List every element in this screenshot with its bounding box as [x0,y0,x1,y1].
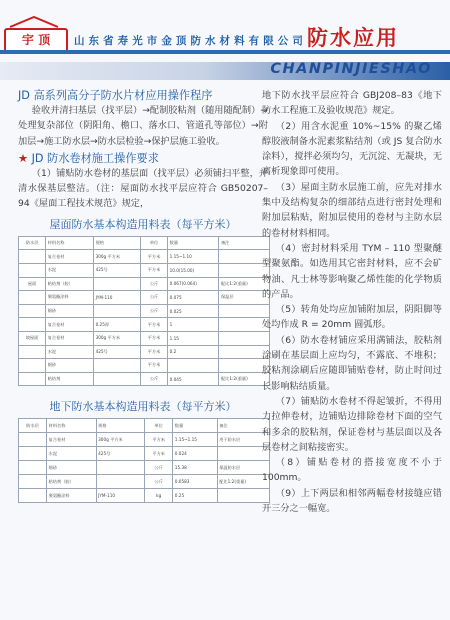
table-cell: 复合卷材 [46,331,94,345]
table-cell [19,433,47,447]
table-cell: JYM-110 [96,489,144,503]
table-cell: 单位 [140,236,167,250]
table-row [19,461,270,475]
table-cell [94,372,141,386]
table-row [19,433,270,447]
table-cell [94,304,141,318]
table-cell: 规格 [96,419,144,433]
table-cell: 0.025 [168,304,219,318]
table-row [19,318,270,332]
requirements-heading [18,151,268,166]
table-cell: 水泥 [46,345,94,359]
table-cell: 复合卷材 [46,318,94,332]
table-cell: 数量 [168,236,219,250]
table-row [19,277,270,291]
table-cell: 公斤 [140,372,167,386]
left-column [18,88,268,503]
table-cell: 0.25厚 [94,318,141,332]
table-cell: 聚氨酯涂料 [47,489,96,503]
table-cell: 规格 [94,236,141,250]
table-cell [19,359,46,373]
table-cell: 300g 平方米 [94,331,141,345]
table-cell: 水泥 [46,263,94,277]
table-cell [96,475,144,489]
table-cell [19,250,46,264]
table-cell: 平方米 [140,359,167,373]
table-cell: 粘结剂（胶） [47,475,96,489]
table-cell: 平方米 [140,263,167,277]
table-cell: 备注 [217,419,269,433]
table-cell: 公斤 [145,461,173,475]
table-cell: 单位 [145,419,173,433]
requirement-9: （9）上下两层和相邻两幅卷材接缝应错开三分之一幅宽。 [262,487,442,515]
requirement-3: （3）屋面主防水层施工前，应先对排水集中及结构复杂的细部结点进行密封处理和附加层粘贴，附加层使用的卷材与主防水层的卷材材料相同。 [262,181,442,239]
table-cell: 公斤 [140,304,167,318]
table-cell: 1.15 [168,331,219,345]
table-cell: 0.067(0.064) [168,277,219,291]
table-cell: 15.38 [173,461,217,475]
table-cell: 屋面 [19,277,46,291]
table-cell: 坡屋面 [19,331,46,345]
table-cell [94,359,141,373]
table-cell: 425号 [94,345,141,359]
table-cell [19,263,46,277]
table-cell [19,318,46,332]
table-cell: 数量 [173,419,217,433]
table-cell: 平方米 [140,331,167,345]
requirement-5: （5）转角处均应加铺附加层，阴阳脚等处均作成 R = 20mm 圆弧形。 [262,304,442,331]
table-cell: 1.15~1.10 [168,250,219,264]
table-cell: kg [145,489,173,503]
table-cell: 平方米 [140,250,167,264]
logo-roof-icon [8,16,60,28]
star-icon: ★ [18,151,29,165]
table-cell: 保温防水层 [217,461,269,475]
requirements-heading-text: JD 防水卷材施工操作要求 [28,151,159,165]
table-cell: 10.0(15.00) [168,263,219,277]
table-cell: 公斤 [140,277,167,291]
table-row [19,475,270,489]
table-cell: 公斤 [145,475,173,489]
table-cell: 复合卷材 [46,250,94,264]
table-cell [19,461,47,475]
table-cell: 水泥 [47,447,96,461]
table-cell [96,461,144,475]
table-cell: 复合卷材 [47,433,96,447]
table-row [19,331,270,345]
underground-material-table [18,418,270,503]
table-cell: 300g 平方米 [94,250,141,264]
table-cell: 425号 [96,447,144,461]
table-row [19,447,270,461]
table-cell: 用于防水层 [217,433,269,447]
requirement-4: （4）密封材料采用 TYM – 110 型聚醚型聚氨酯。如选用其它密封材料，应不会矿物油、凡士林等影响聚乙烯性能的化学物质的产品。 [262,242,442,300]
requirement-7: （7）铺贴防水卷材不得起皱折，不得用力拉伸卷材，边铺贴边排除卷材下面的空气和多余的胶粘剂，保证卷材与基层面以及各层卷材之间粘接密实。 [262,395,442,453]
table-cell [168,359,219,373]
table-row [19,250,270,264]
table-cell: 粘结剂（胶） [46,277,94,291]
procedure-heading: JD 高系列高分子防水片材应用操作程序 [18,89,213,102]
table-cell: 0.0583 [173,475,217,489]
right-column [262,88,442,516]
table-cell: 0.024 [173,447,217,461]
table-cell: 材料名称 [47,419,96,433]
table-row [19,359,270,373]
table-cell [94,277,141,291]
procedure-text: 验收并清扫基层（找平层）→配制胶粘剂（随用随配制）→处理复杂部位（阴阳角、檐口、落水口、管道孔等部位）→附加层→施工防水层→防水层检验→保护层施工验收。 [18,105,268,147]
table-cell: 平方米 [140,345,167,359]
table-cell: 平方米 [140,318,167,332]
table-header-row [19,236,270,250]
table-cell: 425号 [94,263,141,277]
table-row [19,489,270,503]
requirement-8: （8）铺贴卷材的搭接宽度不小于 100mm。 [262,457,442,484]
table-cell: 300g 平方米 [96,433,144,447]
section-title: 防水应用 [307,26,399,50]
table-cell: 0.25 [173,489,217,503]
table-cell: 平方米 [145,447,173,461]
table-cell: 配比1:2(重量) [217,475,269,489]
table-cell: 0.045 [168,372,219,386]
table-cell: 细砂 [46,359,94,373]
table-cell: 0.075 [168,291,219,305]
table-cell: 公斤 [140,291,167,305]
table-cell: 细砂 [47,461,96,475]
table-cell [19,489,47,503]
requirement-2: （2）用含水泥重 10%~15% 的聚乙烯醇胶液制备水泥素浆粘结剂（或 JS 复合防水涂料），搅拌必须均匀，无沉淀、无凝块，无离析现象即可使用。 [262,120,442,178]
table-cell: 细砂 [46,304,94,318]
table-row [19,372,270,386]
table-cell: 配比1:2(重量) [219,277,270,291]
table-cell: 粘结剂 [46,372,94,386]
requirement-6: （6）防水卷材铺应采用满铺法，胶粘剂涂刷在基层面上应均匀，不露底、不堆积；胶粘剂涂刷后应随即铺贴卷材，防止时间过长影响粘结质量。 [262,334,442,392]
table-cell: 保温层 [219,291,270,305]
table-cell: 备注 [219,236,270,250]
roof-table-title: 屋面防水基本构造用料表（每平方米） [49,217,237,231]
table-row [19,304,270,318]
table-cell: 配比1:2(重量) [219,372,270,386]
header-divider [0,50,450,54]
underground-table-title: 地下防水基本构造用料表（每平方米） [49,400,237,414]
table-cell [19,291,46,305]
roof-material-table [18,236,270,387]
table-header-row [19,419,270,433]
table-row [19,291,270,305]
table-cell: 聚氨酯涂料 [46,291,94,305]
table-cell [19,475,47,489]
table-cell: 防水层 [19,236,46,250]
table-cell: 材料名称 [46,236,94,250]
company-name: 山 东 省 寿 光 市 金 顶 防 水 材 料 有 限 公 司 [74,35,304,47]
table-cell [19,345,46,359]
table-cell [19,447,47,461]
company-logo: 宇 顶 [4,28,68,54]
table-row [19,345,270,359]
table-cell: 平方米 [145,433,173,447]
table-cell: JYM-110 [94,291,141,305]
requirement-1: （1）铺贴防水卷材的基层面（找平层）必须铺扫平整，并清水保基层整洁。（注：屋面防水找平层应符合 GB50207–94《屋面工程技术规范》规定， [18,167,268,210]
requirement-1-cont: 地下防水找平层应符合 GBJ208–83《地下防水工程施工及验收规范》规定。 [262,90,442,117]
table-cell [19,304,46,318]
table-row [19,263,270,277]
band-title: CHANPINJIESHAO [270,61,432,77]
table-cell: 1 [168,318,219,332]
table-cell: 0.2 [168,345,219,359]
table-cell [19,372,46,386]
table-cell: 防水层 [19,419,47,433]
table-cell: 1.15~1.15 [173,433,217,447]
